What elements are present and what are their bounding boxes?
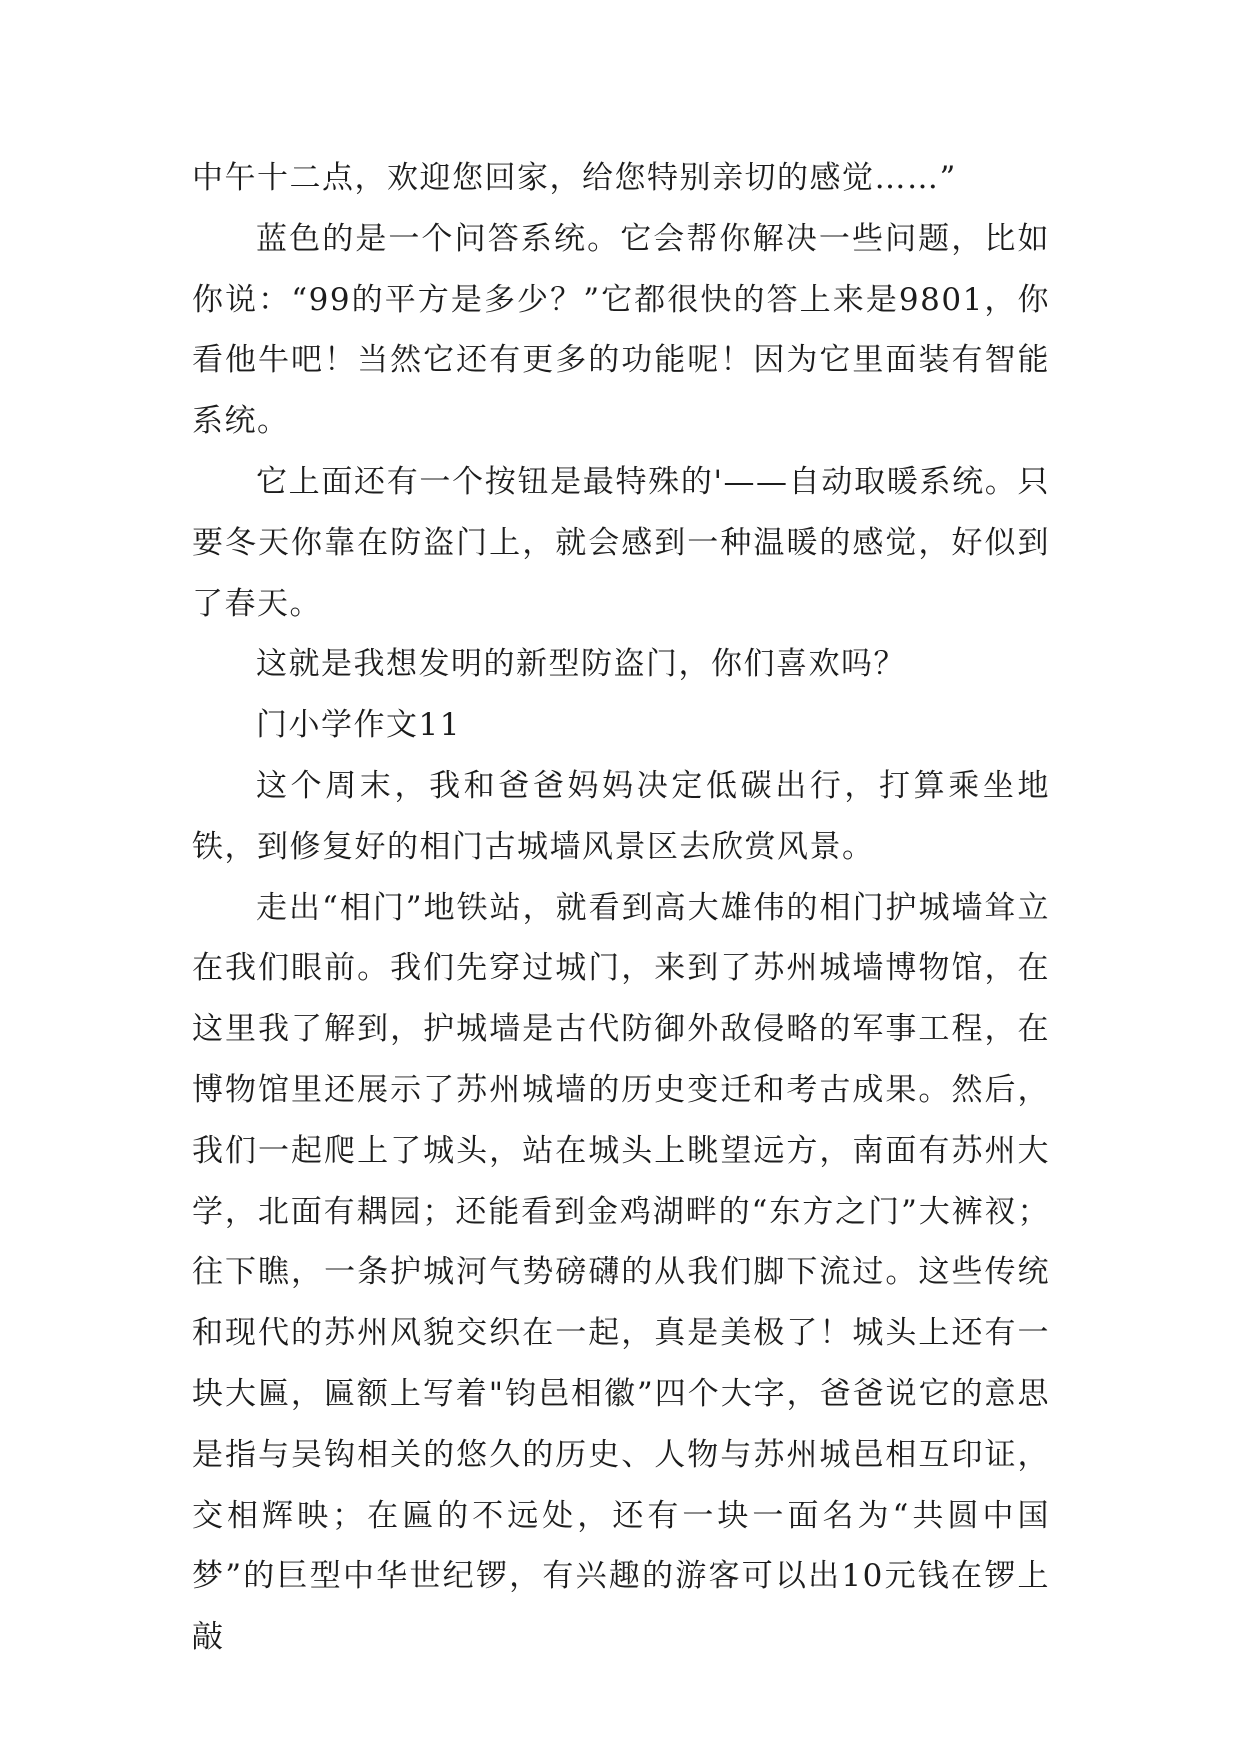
paragraph-1: 中午十二点，欢迎您回家，给您特别亲切的感觉……” <box>192 160 957 196</box>
paragraph-3: 它上面还有一个按钮是最特殊的'——自动取暖系统。只要冬天你靠在防盗门上，就会感到一种温暖的感觉，好似到了春天。 <box>192 463 1050 622</box>
paragraph-2: 蓝色的是一个问答系统。它会帮你解决一些问题，比如你说：“99的平方是多少？”它都很快的答上来是9801，你看他牛吧！当然它还有更多的功能呢！因为它里面装有智能系统。 <box>192 220 1050 440</box>
paragraph-6: 这个周末，我和爸爸妈妈决定低碳出行，打算乘坐地铁，到修复好的相门古城墙风景区去欣赏风景。 <box>192 767 1050 865</box>
paragraph-4: 这就是我想发明的新型防盗门，你们喜欢吗？ <box>256 646 906 683</box>
paragraph-7: 走出“相门”地铁站，就看到高大雄伟的相门护城墙耸立在我们眼前。我们先穿过城门，来到了苏州城墙博物馆，在这里我了解到，护城墙是古代防御外敌侵略的军事工程，在博物馆里还展示了苏州城墙的历史变迁和考古成果。然后，我们一起爬上了城头，站在城头上眺望远方，南面有苏州大学，北面有耦园；还能看到金鸡湖畔的“东方之门”大裤衩；往下瞧，一条护城河气势磅礴的从我们脚下流过。这些传统和现代的苏州风貌交织在一起，真是美极了！城头上还有一块大匾，匾额上写着"钧邑相徽”四个大字，爸爸说它的意思是指与吴钩相关的悠久的历史、人物与苏州城邑相互印证，交相辉映；在匾的不远处，还有一块一面名为“共圆中国梦”的巨型中华世纪锣，有兴趣的游客可以出10元钱在锣上敲 <box>192 889 1050 1656</box>
section-heading: 门小学作文11 <box>256 707 461 744</box>
document-body <box>192 148 1050 1668</box>
